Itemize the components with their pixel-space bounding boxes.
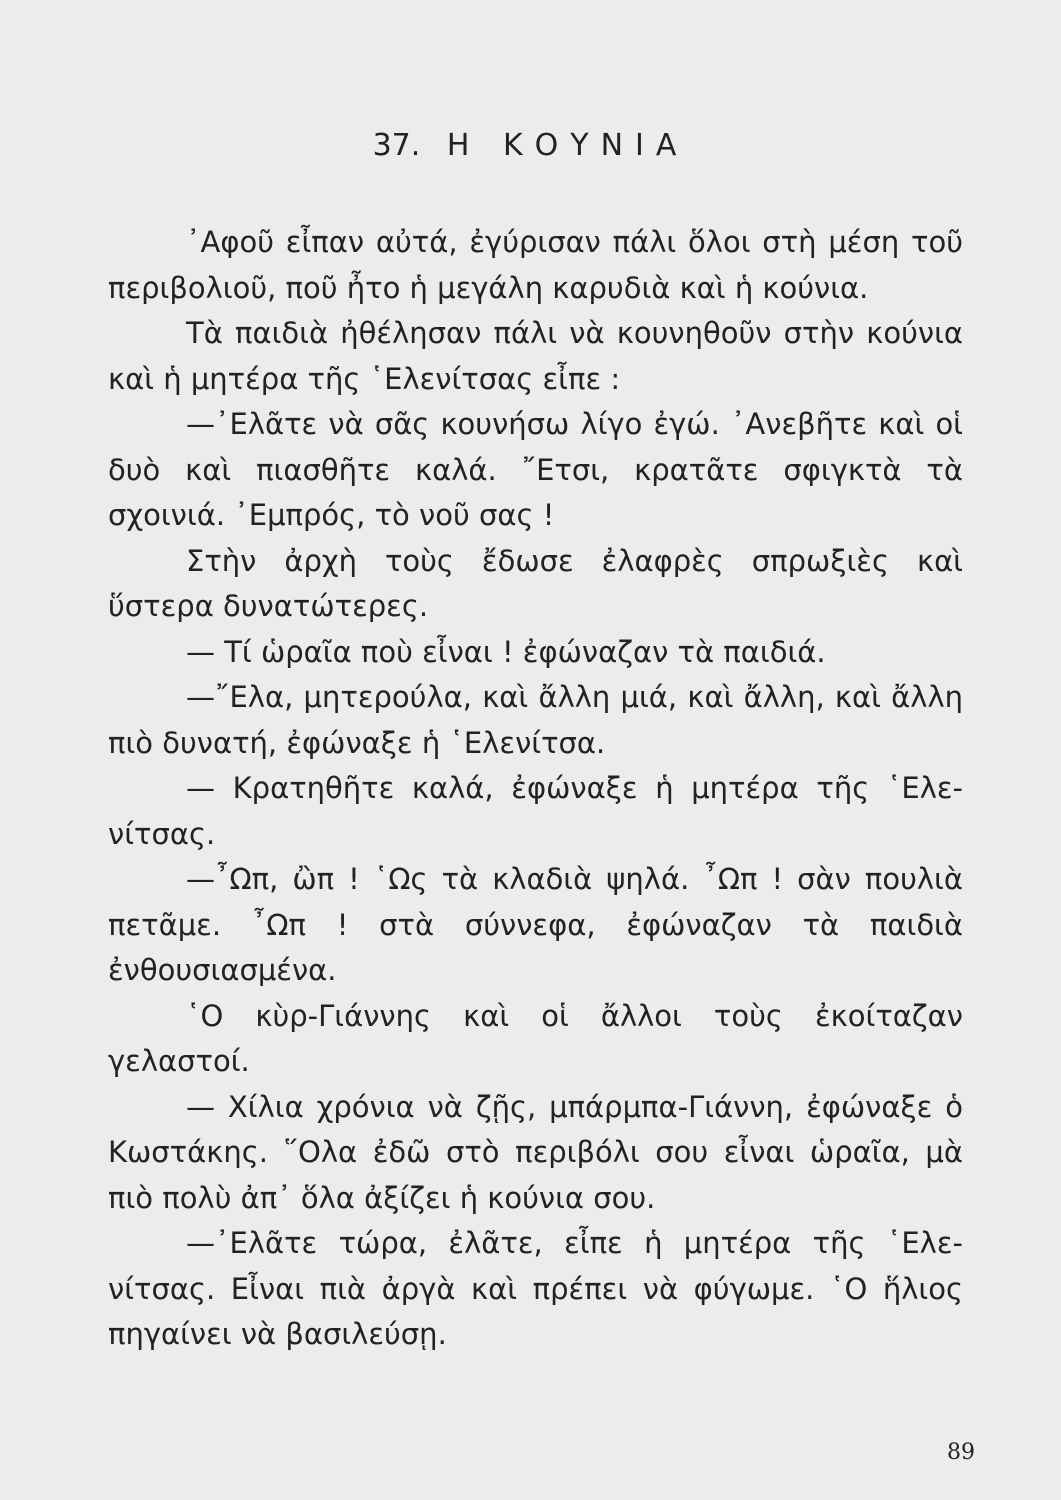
chapter-title: Η ΚΟΥΝΙΑ [446,128,689,163]
paragraph: Στὴν ἀρχὴ τοὺς ἔδωσε ἐλαφρὲς σπρωξιὲς καὶ ὕστερα δυνατώτερες. [108,543,963,623]
page-number: 89 [947,1440,975,1465]
chapter-body [108,220,963,1358]
paragraph: —᾿Ελᾶτε τώρα, ἐλᾶτε, εἶπε ἡ μητέρα τῆς ῾Ελενίτσας. Εἶναι πιὰ ἀργὰ καὶ πρέπει νὰ φύγωμε. ῾Ο ἥλιος πηγαίνει νὰ βασιλεύσῃ. [108,1226,963,1351]
paragraph: —῏Ωπ, ὢπ ! ῾Ως τὰ κλαδιὰ ψηλά. ῏Ωπ ! σὰν πουλιὰ πετᾶμε. ῏Ωπ ! στὰ σύννεφα, ἐφώναζαν τὰ παιδιὰ ἐνθουσιασμένα. [108,862,963,987]
paragraph: —᾿Ελᾶτε νὰ σᾶς κουνήσω λίγο ἐγώ. ᾿Ανεβῆτε καὶ οἱ δυὸ καὶ πιασθῆτε καλά. ῎Ετσι, κρατᾶτε σφιγκτὰ τὰ σχοινιά. ᾿Εμπρός, τὸ νοῦ σας ! [108,407,963,532]
paragraph: Τὰ παιδιὰ ἠθέλησαν πάλι νὰ κουνηθοῦν στὴν κούνια καὶ ἡ μητέρα τῆς ῾Ελενίτσας εἶπε : [108,316,963,396]
paragraph: — Χίλια χρόνια νὰ ζῇς, μπάρμπα-Γιάννη, ἐφώναξε ὁ Κωστάκης. ῞Ολα ἐδῶ στὸ περιβόλι σου εἶναι ὡραῖα, μὰ πιὸ πολὺ ἀπ᾿ ὅλα ἀξίζει ἡ κούνια σου. [108,1089,963,1215]
paragraph: ῾Ο κὺρ-Γιάννης καὶ οἱ ἄλλοι τοὺς ἐκοίταζαν γελαστοί. [108,998,963,1078]
chapter-heading [0,128,1061,163]
paragraph: ᾿Αφοῦ εἶπαν αὐτά, ἐγύρισαν πάλι ὅλοι στὴ μέση τοῦ περιβολιοῦ, ποῦ ἦτο ἡ μεγάλη καρυδιὰ καὶ ἡ κούνια. [108,225,963,305]
chapter-number: 37. [372,128,421,163]
paragraph: — Κρατηθῆτε καλά, ἐφώναξε ἡ μητέρα τῆς ῾Ελενίτσας. [108,771,963,851]
paragraph: — Τί ὡραῖα ποὺ εἶναι ! ἐφώναζαν τὰ παιδιά. [186,634,826,669]
paragraph: —῎Ελα, μητερούλα, καὶ ἄλλη μιά, καὶ ἄλλη, καὶ ἄλλη πιὸ δυνατή, ἐφώναξε ἡ ῾Ελενίτσα. [108,680,963,760]
